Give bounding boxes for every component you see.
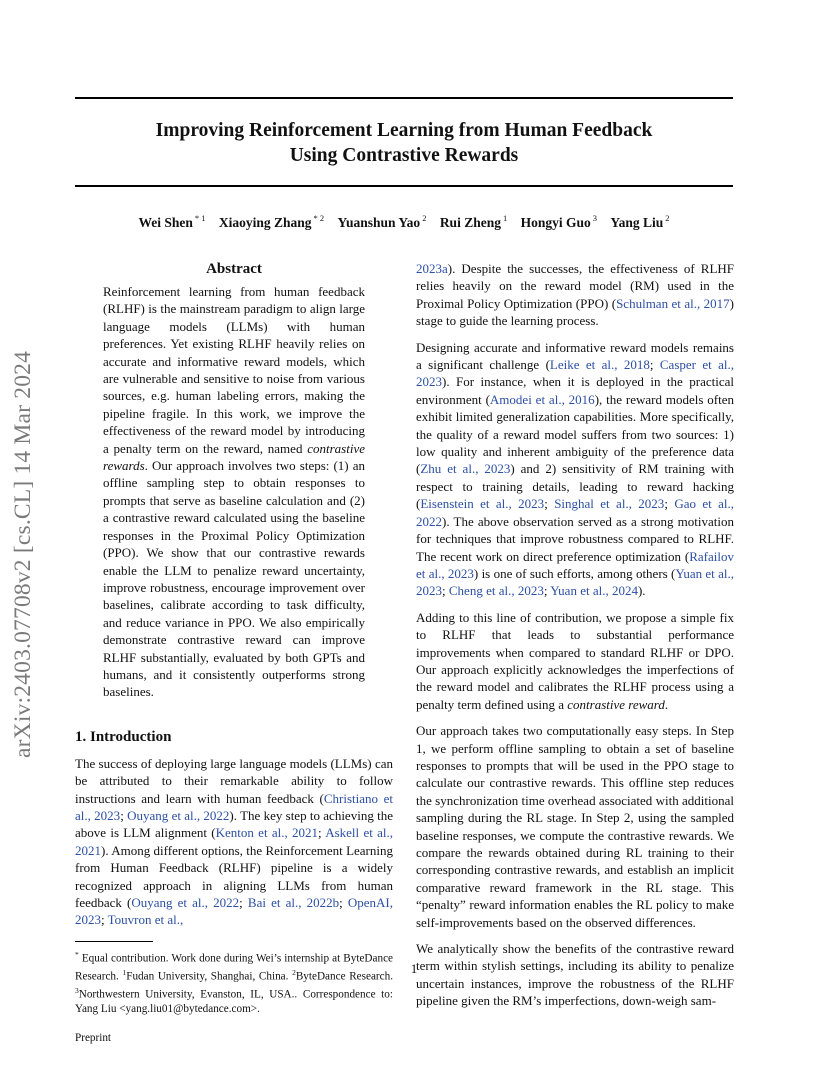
author: Xiaoying Zhang $^{* 2}$ — [218, 213, 325, 230]
citation-link[interactable]: Singhal et al., 2023 — [554, 496, 665, 512]
footnote: * Equal contribution. Work done during Wei’s internship at ByteDance Research. $^1$Fudan University, Shanghai, China. $^2$ByteDance Research. $^3$Northwestern University, Evanston, IL, USA.. Correspondence to: Yang Liu <yang.liu01@bytedance.com>. — [75, 949, 393, 1015]
section-heading-introduction: 1. Introduction — [75, 728, 172, 745]
paper-title — [75, 118, 733, 168]
citation-link[interactable]: Yuan et al., 2023 — [416, 565, 735, 599]
citation-link[interactable]: Cheng et al., 2023 — [448, 583, 544, 599]
author-list — [75, 213, 733, 231]
citation-link[interactable]: Ouyang et al., 2022 — [131, 895, 240, 910]
citation-link[interactable]: Eisenstein et al., 2023 — [420, 496, 545, 512]
citation-link[interactable]: Leike et al., 2018 — [549, 357, 650, 373]
citation-link[interactable]: Ouyang et al., 2022 — [127, 807, 230, 823]
author: Hongyi Guo $^3$ — [520, 213, 597, 230]
footnote-rule — [75, 941, 153, 942]
citation-link[interactable]: Zhu et al., 2023 — [420, 461, 511, 477]
citation-link[interactable]: Askell et al., 2021 — [75, 825, 393, 858]
body-paragraph: Designing accurate and informative reward models remains a significant challenge (Leike et al., 2018; Casper et al., 2023). For instance, when it is deployed in the practical environment (Amodei et al., 2016), the reward models often exhibit limited generalization capabilities. More specifically, the quality of a reward model suffers from two sources: 1) low quality and inherent ambiguity of the preference data (Zhu et al., 2023) and 2) sensitivity of RM training with respect to training details, leading to reward hacking (Eisenstein et al., 2023; Singhal et al., 2023; Gao et al., 2022). The above observation served as a strong motivation for techniques that improve robustness compared to RLHF. The recent work on direct preference optimization (Rafailov et al., 2023) is one of such efforts, among others (Yuan et al., 2023; Cheng et al., 2023; Yuan et al., 2024). — [416, 339, 735, 599]
abstract-body — [103, 283, 365, 701]
citation-link[interactable]: Bai et al., 2022b — [247, 895, 340, 910]
citation-link[interactable]: Christiano et al., 2023 — [75, 790, 394, 823]
citation-link[interactable]: Kenton et al., 2021 — [215, 825, 319, 841]
citation-link[interactable]: Yuan et al., 2024 — [550, 583, 638, 599]
title-line-2: Using Contrastive Rewards — [289, 145, 519, 166]
page-number: 1 — [410, 961, 418, 976]
author: Rui Zheng $^1$ — [439, 213, 508, 230]
title-line-1: Improving Reinforcement Learning from Human Feedback — [155, 120, 653, 141]
citation-link[interactable]: Touvron et al., — [107, 912, 184, 928]
body-paragraph: Adding to this line of contribution, we propose a simple fix to RLHF that leads to substantial performance improvements when compared to standard RLHF or DPO. Our approach explicitly acknowledges the imperfections of the reward model and calibrates the RLHF process using a penalty term defined using a contrastive reward. — [416, 609, 734, 712]
body-paragraph: We analytically show the benefits of the contrastive reward term within stylish settings, including its ability to penalize uncertain instances, improve the robustness of the RLHF pipeline given the RM’s imperfections, down-weigh sam- — [416, 941, 734, 1009]
body-paragraph: 2023a). Despite the successes, the effectiveness of RLHF relies heavily on the reward model (RM) used in the Proximal Policy Optimization (PPO) (Schulman et al., 2017) stage to guide the learning process. — [416, 261, 734, 329]
left-column — [75, 260, 393, 1047]
citation-link[interactable]: Casper et al., 2023 — [416, 357, 734, 390]
abstract-paragraph: Reinforcement learning from human feedback (RLHF) is the mainstream paradigm to align large language models (LLMs) with human preferences. Yet existing RLHF heavily relies on accurate and informative reward models, which are vulnerable and sensitive to noise from various sources, e.g. human labeling errors, making the pipeline fragile. In this work, we improve the effectiveness of the reward model by introducing a penalty term on the reward, named contrastive rewards. Our approach involves two steps: (1) an offline sampling step to obtain responses to prompts that serve as baseline calculation and (2) a contrastive reward calculated using the baseline responses in the Proximal Policy Optimization (PPO). We show that our contrastive rewards enable the LLM to penalize reward uncertainty, improve robustness, encourage improvement over baselines, calibrate according to task difficulty, and reduce variance in PPO. We also empirically demonstrate contrastive reward can improve RLHF substantially, evaluated by both GPTs and humans, and it consistently outperforms strong baselines. — [103, 284, 365, 700]
author: Yang Liu $^2$ — [610, 213, 670, 230]
citation-link[interactable]: Schulman et al., 2017 — [616, 295, 730, 311]
arxiv-stamp: arXiv:2403.07708v2 [cs.CL] 14 Mar 2024 — [10, 350, 36, 758]
abstract-heading: Abstract — [206, 261, 262, 277]
citation-link[interactable]: Amodei et al., 2016 — [489, 391, 595, 407]
intro-paragraph: The success of deploying large language models (LLMs) can be attributed to their remarkable ability to follow instructions and learn with human feedback (Christiano et al., 2023; Ouyang et al., 2022). The key step to achieving the above is LLM alignment (Kenton et al., 2021; Askell et al., 2021). Among different options, the Reinforcement Learning from Human Feedback (RLHF) pipeline is a widely recognized approach in aligning LLMs from human feedback (Ouyang et al., 2022; Bai et al., 2022b; OpenAI, 2023; Touvron et al., — [75, 755, 394, 928]
citation-link[interactable]: 2023a — [416, 261, 448, 276]
bottom-rule — [75, 185, 733, 187]
citation-link[interactable]: Gao et al., 2022 — [416, 496, 734, 529]
citation-link[interactable]: Rafailov et al., 2023 — [416, 548, 734, 581]
body-paragraph: Our approach takes two computationally easy steps. In Step 1, we perform offline sampling to obtain a set of baseline responses to prompts that will be used in the PPO stage to calculate our contrastive rewards. This offline step reduces the synchronization time overhead associated with additional sampling during the RL stage. In Step 2, using the sampled baseline responses, we compute the contrastive rewards. We compare the rewards obtained during RL training to their corresponding contrastive rewards, and establish an implicit comparative reward framework in the RL stage. This “penalty” reward information enables the RL policy to make self-improvements based on the observed differences. — [416, 723, 734, 930]
author: Yuanshun Yao $^2$ — [337, 213, 427, 230]
author: Wei Shen $^{* 1}$ — [138, 213, 206, 230]
citation-link[interactable]: OpenAI, 2023 — [75, 895, 393, 928]
top-rule — [75, 97, 733, 99]
preprint-label: Preprint — [75, 1032, 112, 1045]
right-column — [416, 260, 734, 1019]
